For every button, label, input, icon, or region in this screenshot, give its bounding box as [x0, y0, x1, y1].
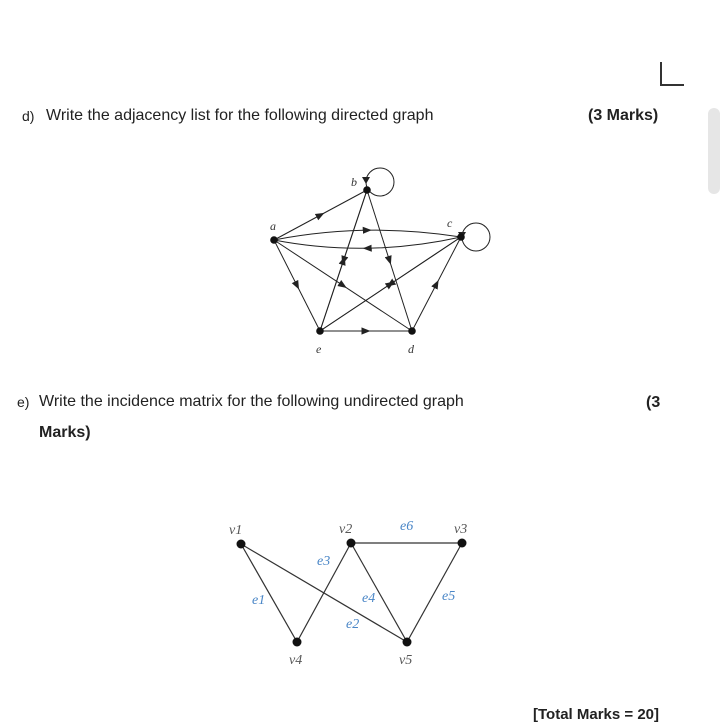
question-d-text: Write the adjacency list for the following directed graph: [46, 106, 433, 126]
edge-label-e4: e4: [362, 591, 375, 606]
edge-label-e2: e2: [346, 617, 359, 632]
vertex-label-v4: v4: [289, 653, 302, 668]
question-e-marks-continued: Marks): [39, 423, 91, 443]
edge-label-e3: e3: [317, 554, 330, 569]
vertex-label-a: a: [270, 219, 276, 233]
edge-label-e5: e5: [442, 589, 455, 604]
edge-label-e1: e1: [252, 593, 265, 608]
vertex-v5: [403, 638, 412, 647]
vertex-v4: [293, 638, 302, 647]
question-e-marks: (3: [646, 393, 660, 413]
edge-label-e6: e6: [400, 519, 413, 534]
edge-e1: [241, 544, 297, 642]
vertex-label-v2: v2: [339, 522, 352, 537]
vertex-label-d: d: [408, 342, 415, 356]
edge-e4: [351, 543, 407, 642]
vertex-label-v1: v1: [229, 523, 242, 538]
vertex-v3: [458, 539, 467, 548]
vertex-label-v5: v5: [399, 653, 412, 668]
vertex-label-e: e: [316, 342, 322, 356]
vertex-label-c: c: [447, 216, 453, 230]
vertex-v1: [237, 540, 246, 549]
question-e-label: e): [17, 392, 29, 412]
vertex-v2: [347, 539, 356, 548]
vertex-label-v3: v3: [454, 522, 467, 537]
question-e-text: Write the incidence matrix for the following undirected graph: [39, 392, 464, 412]
question-d-marks: (3 Marks): [588, 106, 658, 126]
total-marks: [Total Marks = 20]: [533, 706, 659, 723]
question-d-label: d): [22, 106, 34, 126]
vertex-label-b: b: [351, 175, 357, 189]
